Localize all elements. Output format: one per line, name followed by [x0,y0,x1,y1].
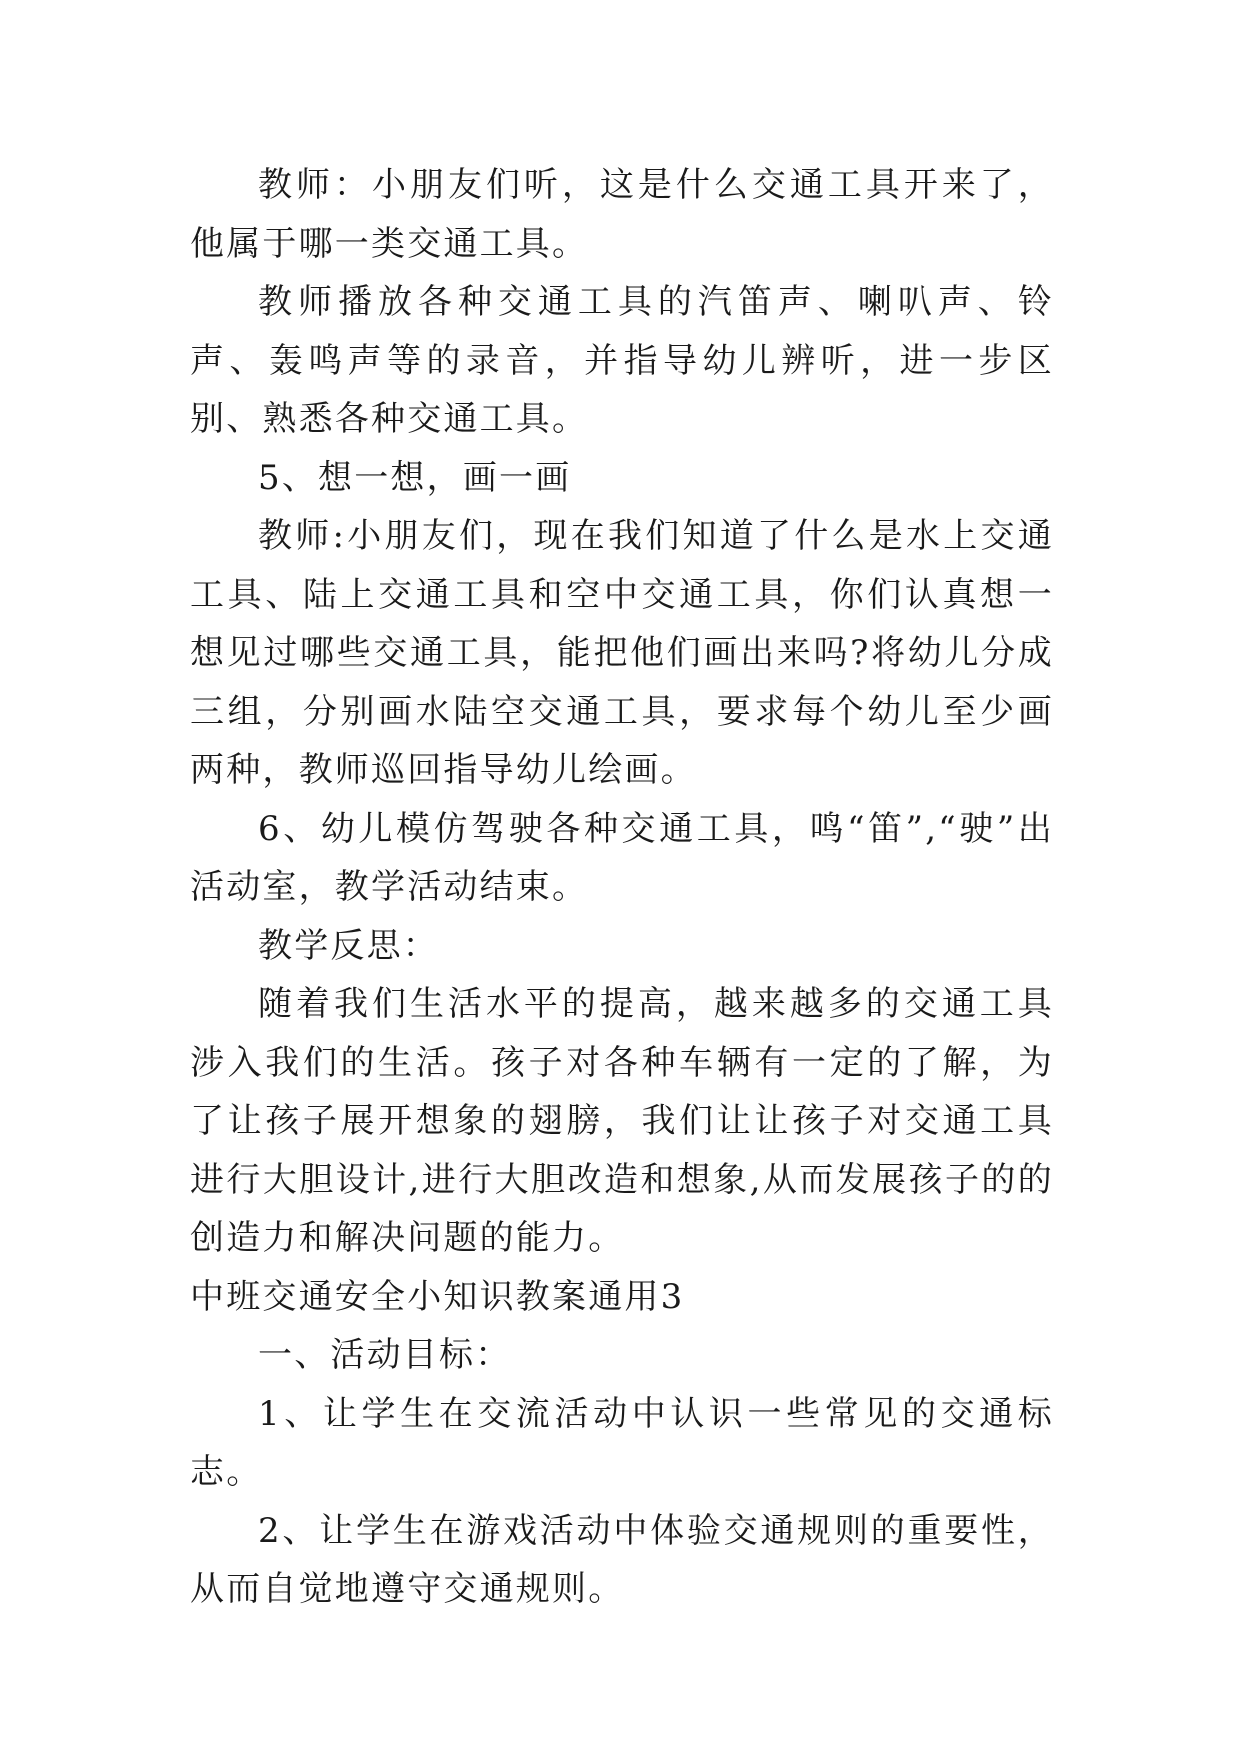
paragraph-step-5-title: 5、想一想，画一画 [258,457,572,498]
paragraph-sound-recording: 教师播放各种交通工具的汽笛声、喇叭声、铃声、轰鸣声等的录音，并指导幼儿辨听，进一步区别、熟悉各种交通工具。 [190,282,1054,439]
document-body [190,156,1054,1619]
paragraph-reflection-title: 教学反思： [258,925,439,966]
paragraph-goal-1: 1、让学生在交流活动中认识一些常见的交通标志。 [190,1393,1054,1492]
section-heading: 中班交通安全小知识教案通用3 [190,1276,685,1317]
paragraph-step-5-body: 教师:小朋友们，现在我们知道了什么是水上交通工具、陆上交通工具和空中交通工具，你们认真想一想见过哪些交通工具，能把他们画出来吗?将幼儿分成三组，分别画水陆空交通工具，要求每个幼儿至少画两种，教师巡回指导幼儿绘画。 [190,516,1054,790]
paragraph-goal-2: 2、让学生在游戏活动中体验交通规则的重要性，从而自觉地遵守交通规则。 [190,1510,1054,1609]
paragraph-reflection-body: 随着我们生活水平的提高，越来越多的交通工具涉入我们的生活。孩子对各种车辆有一定的了解，为了让孩子展开想象的翅膀，我们让让孩子对交通工具进行大胆设计,进行大胆改造和想象,从而发展孩子的的创造力和解决问题的能力。 [190,984,1054,1258]
paragraph-step-6: 6、幼儿模仿驾驶各种交通工具，鸣“笛”,“驶”出活动室，教学活动结束。 [190,808,1054,907]
paragraph-goals-title: 一、活动目标： [258,1335,512,1375]
paragraph-teacher-question: 教师：小朋友们听，这是什么交通工具开来了，他属于哪一类交通工具。 [190,165,1054,264]
